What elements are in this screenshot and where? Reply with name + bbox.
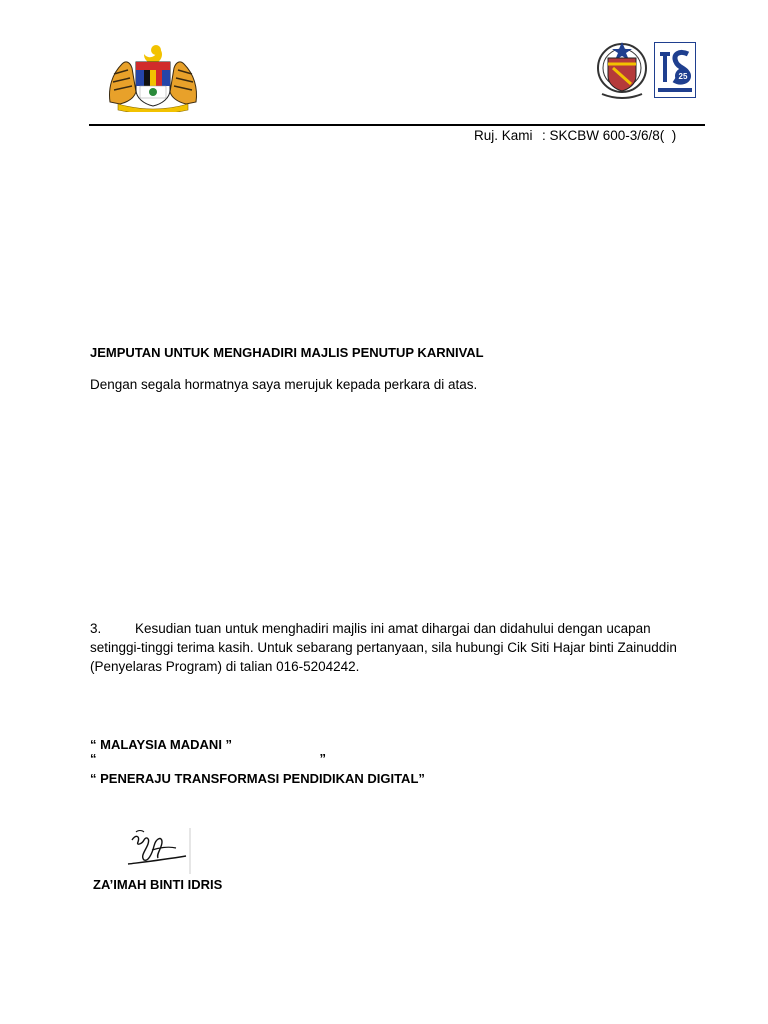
ts25-logo	[654, 42, 696, 98]
motto-digital-transformation: “ PENERAJU TRANSFORMASI PENDIDIKAN DIGITAL”	[90, 771, 425, 786]
ts25-logo-icon	[654, 42, 696, 98]
coat-of-arms-logo	[104, 40, 202, 112]
reference-label: Ruj. Kami	[474, 128, 533, 143]
signer-name: ZA’IMAH BINTI IDRIS	[93, 877, 223, 892]
header-divider	[89, 124, 705, 126]
motto-blank-close-quote: ”	[319, 751, 326, 766]
letter-opening: Dengan segala hormatnya saya merujuk kepada perkara di atas.	[90, 377, 478, 392]
school-crest-logo	[596, 38, 648, 102]
paragraph-number: 3.	[90, 621, 102, 636]
letter-subject: JEMPUTAN UNTUK MENGHADIRI MAJLIS PENUTUP KARNIVAL	[90, 345, 484, 360]
paragraph-3-text: Kesudian tuan untuk menghadiri majlis ini amat dihargai dan didahului dengan ucapan setinggi-tinggi terima kasih. Untuk sebarang pertanyaan, sila hubungi Cik Siti Hajar binti Zainuddin (Penyelaras Program) di talian 016-5204242.	[90, 621, 677, 674]
reference-value: : SKCBW 600-3/6/8( )	[542, 128, 677, 143]
motto-malaysia-madani: “ MALAYSIA MADANI ”	[90, 737, 233, 752]
signature-icon	[118, 826, 192, 876]
motto-blank-open-quote: “	[90, 751, 97, 766]
reference-line	[474, 128, 676, 143]
school-crest-icon	[596, 38, 648, 102]
motto-blank-line	[90, 751, 326, 765]
paragraph-3	[90, 619, 700, 676]
handwritten-signature	[118, 826, 192, 876]
ts25-number: 25	[678, 72, 688, 81]
malaysia-coat-of-arms-icon	[104, 40, 202, 112]
